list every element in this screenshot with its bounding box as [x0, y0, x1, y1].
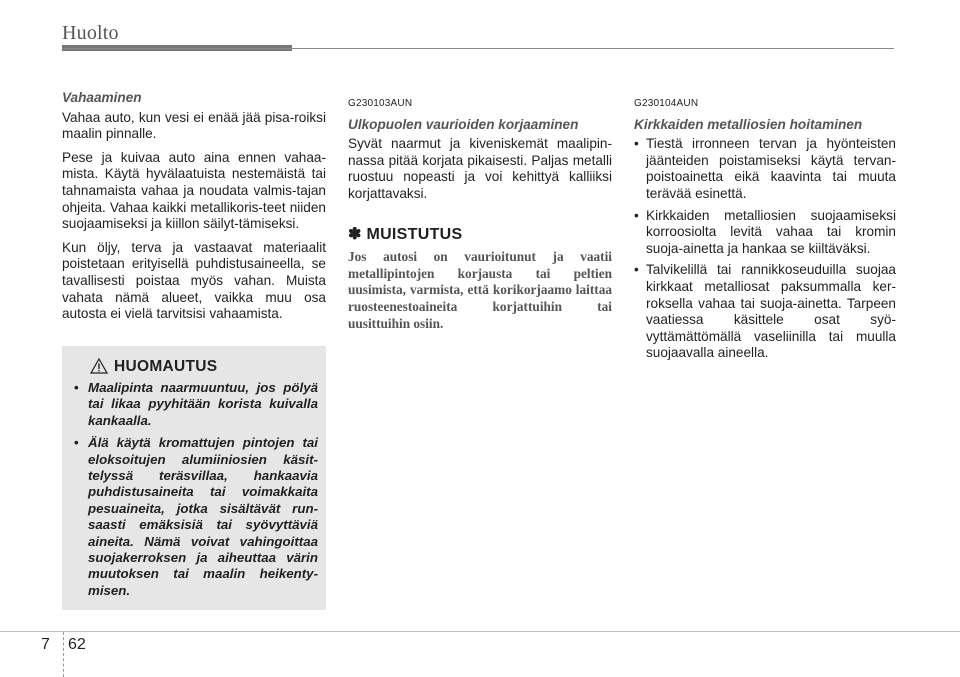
caution-item: • Maalipinta naarmuuntuu, jos pölyä tai likaa pyyhitään korista kuivalla kankaalla.	[72, 380, 318, 429]
list-item: • Talvikelillä tai rannikkoseuduilla suojaa kirkkaat metalliosat paksummalla ker-roksella vahaa tai suoja-ainetta. Tarpeen vaatiessa käsittele osat syö-vyttämättömällä vaseliinilla tai muulla suojaavalla aineella.	[634, 262, 896, 362]
caution-heading	[90, 358, 217, 376]
section-code: G230103AUN	[348, 98, 413, 109]
warning-triangle-icon	[90, 358, 108, 374]
footer-divider	[63, 632, 64, 677]
caution-item: • Älä käytä kromattujen pintojen tai eloksoitujen alumiiniosien käsit-telyssä teräsvillaa, hankaavia puhdistusaineita tai voimakkaita pesuaineita, jotka sisältävät run-saasti emäksisiä tai syövyttäviä aineita. Nämä voivat vahingoittaa suojakerroksen ja aiheuttaa värin muutoksen tai maalin heikenty-misen.	[72, 435, 318, 599]
section-code: G230104AUN	[634, 98, 699, 109]
caution-title: HUOMAUTUS	[114, 358, 218, 375]
chapter-number: 7	[41, 636, 50, 653]
paragraph: Vahaa auto, kun vesi ei enää jää pisa-roiksi maalin pinnalle.	[62, 109, 326, 142]
page-header-title: Huolto	[62, 22, 119, 44]
paragraph: Pese ja kuivaa auto aina ennen vahaa-mista. Käytä hyvälaatuista nestemäistä tai tahnamaista vahaa ja noudata valmis-tajan ohjeita. Vahaa kaikki metallikoris-teet niiden suojaamiseksi ja kiillon säilyt-tämiseksi.	[62, 149, 326, 232]
note-title: ✽ MUISTUTUS	[348, 225, 463, 243]
footer-rule	[0, 631, 960, 632]
column-waxing	[62, 90, 326, 330]
section-heading-bright-metal: Kirkkaiden metalliosien hoitaminen	[634, 116, 863, 132]
section-heading-waxing: Vahaaminen	[62, 90, 142, 105]
page-number: 62	[68, 636, 86, 653]
column-exterior-repair	[348, 96, 612, 332]
list-item: • Kirkkaiden metalliosien suojaamiseksi korroosiolta levitä vahaa tai kromin suoja-ainetta ja hankaa se kiiltäväksi.	[634, 208, 896, 258]
paragraph: Kun öljy, terva ja vastaavat materiaalit poistetaan erityisellä puhdistusaineella, se tavallisesti poistaa myös vahan. Muista vahata nämä alueet, vaikka muu osa autosta ei vielä tarvitsisi vahaamista.	[62, 239, 326, 322]
column-bright-metal	[634, 96, 896, 367]
caution-box	[62, 346, 326, 610]
note-body: Jos autosi on vaurioitunut ja vaatii metallipintojen korjausta tai peltien uusimista, varmista, että korikorjaamo laittaa ruosteenestoaineita korjattuihin tai uusittuihin osiin.	[348, 249, 612, 331]
bullet-list	[634, 136, 896, 362]
caution-list	[72, 380, 318, 605]
paragraph: Syvät naarmut ja kiveniskemät maalipin-nassa pitää korjata pikaisesti. Paljas metalli ruostuu nopeasti ja voi kehittyä kalliiksi korjattavaksi.	[348, 136, 612, 201]
section-heading-exterior-repair: Ulkopuolen vaurioiden korjaaminen	[348, 116, 579, 132]
list-item: • Tiestä irronneen tervan ja hyönteisten jäänteiden poistamiseksi käytä tervan-poistoainetta eikä kaavinta tai muuta terävää esinettä.	[634, 136, 896, 202]
header-rule	[62, 48, 894, 49]
